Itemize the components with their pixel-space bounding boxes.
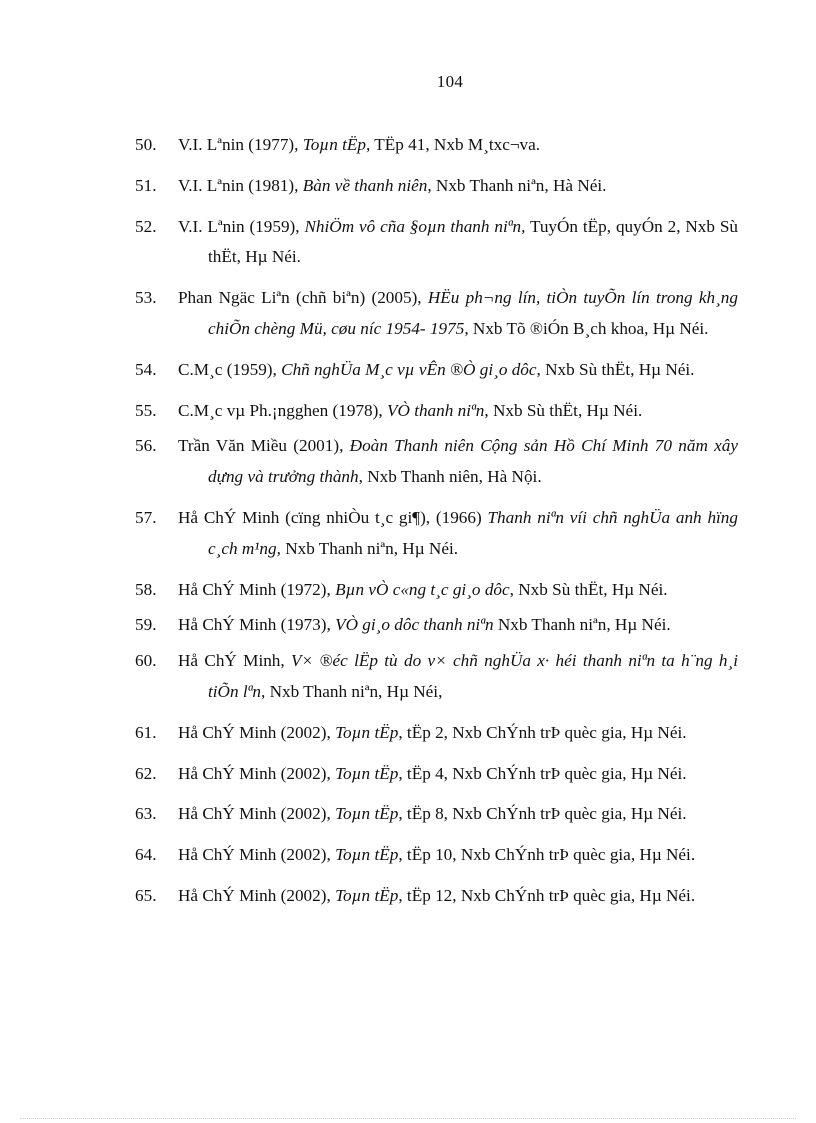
reference-author: Hå ChÝ Minh (2002), xyxy=(178,845,336,865)
reference-author: Phan Ngäc Liªn (chñ biªn) (2005), xyxy=(178,288,428,308)
reference-publisher: , Nxb Sù thËt, Hµ Néi. xyxy=(509,579,668,599)
reference-number: 54. xyxy=(135,359,157,379)
reference-number: 60. xyxy=(135,651,157,671)
reference-author: Trần Văn Miều (2001), xyxy=(178,436,350,456)
reference-number: 50. xyxy=(135,135,157,154)
reference-publisher: , tËp 10, Nxb ChÝnh trÞ quèc gia, Hµ Néi. xyxy=(398,845,696,865)
reference-title: Chñ nghÜa M¸c vµ vÊn ®Ò gi¸o dôc xyxy=(281,359,537,379)
reference-item xyxy=(0,171,816,202)
reference-publisher: , Nxb Thanh niên, Hà Nội. xyxy=(358,467,542,487)
reference-title: VÒ gi¸o dôc thanh niªn xyxy=(335,615,494,635)
reference-author: Hå ChÝ Minh (cïng nhiÒu t¸c gi¶), (1966) xyxy=(178,507,488,527)
reference-number: 64. xyxy=(135,845,157,865)
reference-number: 63. xyxy=(135,804,157,824)
reference-author: Hå ChÝ Minh (2002), xyxy=(178,804,336,824)
reference-author: Hå ChÝ Minh (2002), xyxy=(178,885,336,905)
reference-number: 57. xyxy=(135,507,157,527)
reference-title: Thanh niªn víi chñ nghÜa anh hïng c¸ch m¹ng, xyxy=(208,507,738,558)
reference-number: 62. xyxy=(135,763,157,783)
reference-publisher: , Nxb Sù thËt, Hµ Néi. xyxy=(484,400,643,420)
reference-title: Toµn tËp xyxy=(335,722,399,742)
reference-author: C.M¸c vµ Ph.¡ngghen (1978), xyxy=(178,400,387,420)
reference-author: Hå ChÝ Minh (1972), xyxy=(178,579,336,599)
reference-item xyxy=(0,799,816,830)
reference-title: V× ®éc lËp tù do v× chñ nghÜa x· héi thanh niªn ta h¨ng h¸i tiÕn lªn xyxy=(208,651,738,701)
reference-number: 55. xyxy=(135,400,157,420)
reference-item xyxy=(0,396,816,427)
reference-publisher: Nxb Thanh niªn, Hµ Néi. xyxy=(493,615,671,635)
reference-author: V.I. Lªnin (1977), xyxy=(178,135,303,154)
reference-publisher: , Nxb Tõ ®iÓn B¸ch khoa, Hµ Néi. xyxy=(464,318,709,338)
reference-item xyxy=(0,355,816,386)
reference-number: 56. xyxy=(135,436,157,456)
reference-number: 51. xyxy=(135,175,157,195)
reference-number: 65. xyxy=(135,885,157,905)
reference-number: 58. xyxy=(135,579,157,599)
reference-publisher: , tËp 12, Nxb ChÝnh trÞ quèc gia, Hµ Néi. xyxy=(398,885,696,905)
reference-title: Bµn vÒ c«ng t¸c gi¸o dôc xyxy=(335,579,510,599)
reference-number: 53. xyxy=(135,288,157,308)
reference-author: V.I. Lªnin (1959), xyxy=(178,216,305,236)
reference-title: Toµn tËp xyxy=(335,763,399,783)
reference-publisher: , Nxb Thanh niªn, Hà Néi. xyxy=(427,175,607,195)
reference-item xyxy=(0,610,816,641)
reference-item xyxy=(0,759,816,790)
page-number: 104 xyxy=(436,72,464,91)
page-bottom-divider xyxy=(20,1118,796,1119)
reference-author: C.M¸c (1959), xyxy=(178,359,282,379)
reference-item xyxy=(0,718,816,749)
reference-publisher: , Nxb Thanh niªn, Hµ Néi, xyxy=(260,681,443,701)
reference-item xyxy=(0,503,816,565)
reference-item xyxy=(0,130,816,161)
reference-publisher: TuyÓn tËp, quyÓn 2, Nxb Sù thËt, Hµ Néi. xyxy=(208,216,738,267)
reference-author: Hå ChÝ Minh (1973), xyxy=(178,615,336,635)
reference-item xyxy=(0,283,816,345)
reference-title: Toµn tËp xyxy=(335,845,399,865)
reference-title: Toµn tËp xyxy=(335,804,399,824)
reference-publisher: , Nxb Sù thËt, Hµ Néi. xyxy=(536,359,695,379)
reference-title: Toµn tËp xyxy=(302,135,366,154)
reference-item xyxy=(0,212,816,274)
reference-author: Hå ChÝ Minh (2002), xyxy=(178,763,336,783)
reference-author: Hå ChÝ Minh, xyxy=(178,651,292,671)
reference-title: Bàn về thanh niên xyxy=(302,175,428,195)
reference-publisher: Nxb Thanh niªn, Hµ Néi. xyxy=(280,538,459,558)
reference-title: HËu ph¬ng lín, tiÒn tuyÕn lín trong kh¸ng chiÕn chèng Mü, cøu níc 1954- 1975 xyxy=(208,288,738,338)
reference-number: 61. xyxy=(135,722,157,742)
reference-number: 52. xyxy=(135,216,157,236)
reference-item xyxy=(0,840,816,871)
reference-item xyxy=(0,575,816,606)
reference-title: VÒ thanh niªn xyxy=(386,400,485,420)
reference-publisher: , tËp 4, Nxb ChÝnh trÞ quèc gia, Hµ Néi. xyxy=(398,763,687,783)
reference-publisher: , TËp 41, Nxb M¸txc¬va. xyxy=(365,135,541,154)
reference-list xyxy=(0,130,816,922)
reference-publisher: , tËp 2, Nxb ChÝnh trÞ quèc gia, Hµ Néi. xyxy=(398,722,687,742)
reference-title: Toµn tËp xyxy=(335,885,399,905)
reference-item xyxy=(0,431,816,493)
reference-title: Đoàn Thanh niên Cộng sản Hồ Chí Minh 70 năm xây dựng và trưởng thành xyxy=(208,436,738,487)
reference-item xyxy=(0,881,816,912)
reference-item xyxy=(0,646,816,708)
reference-title: NhiÖm vô cña §oµn thanh niªn, xyxy=(304,216,526,236)
reference-publisher: , tËp 8, Nxb ChÝnh trÞ quèc gia, Hµ Néi. xyxy=(398,804,687,824)
reference-number: 59. xyxy=(135,615,157,635)
reference-author: Hå ChÝ Minh (2002), xyxy=(178,722,336,742)
reference-author: V.I. Lªnin (1981), xyxy=(178,175,303,195)
